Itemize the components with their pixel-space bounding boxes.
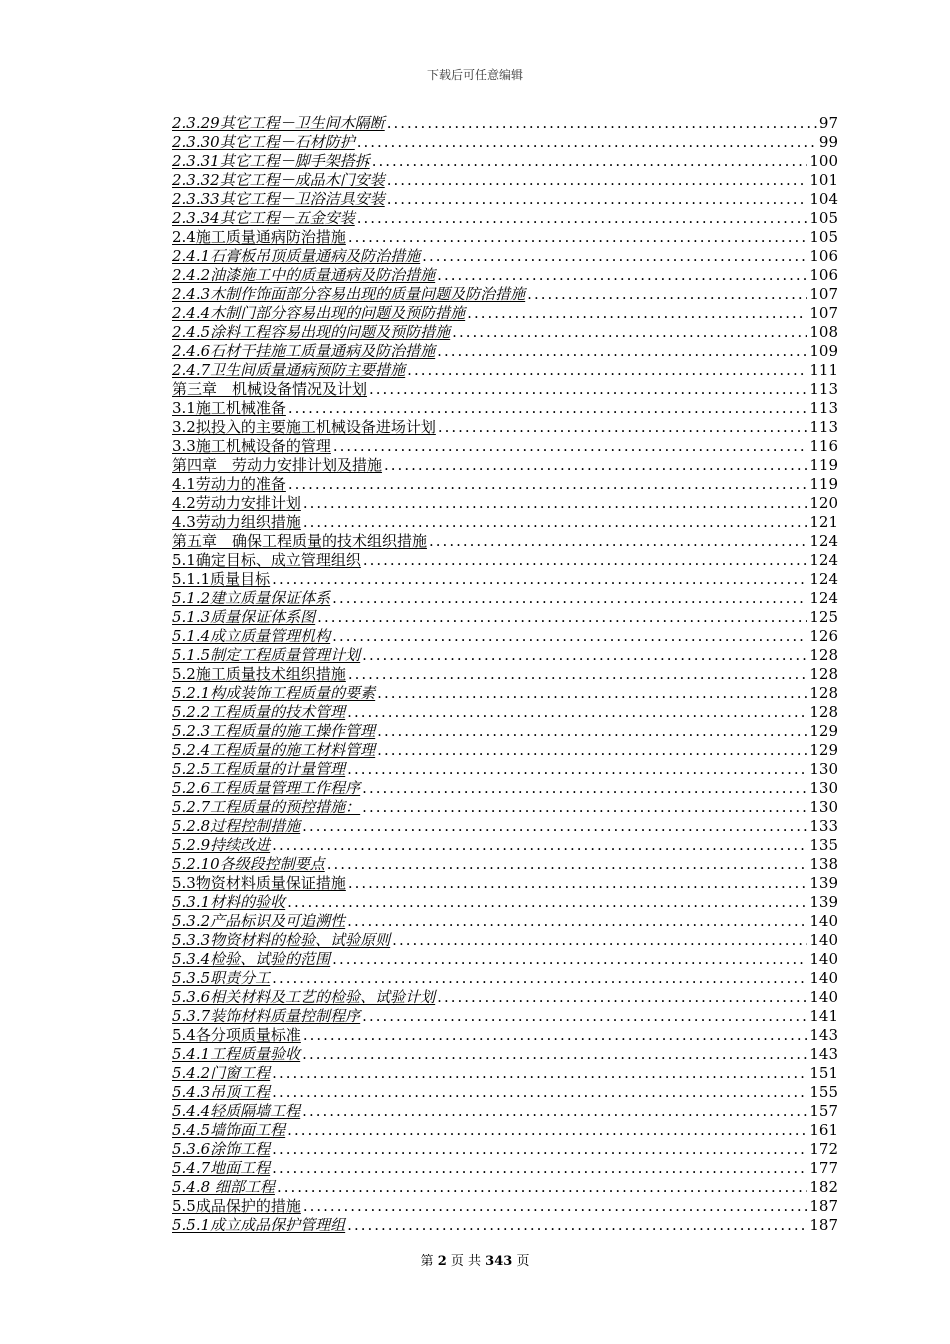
toc-entry-page: 125	[809, 608, 838, 626]
toc-entry[interactable]	[172, 494, 838, 513]
toc-dot-leader	[385, 171, 808, 190]
toc-dot-leader	[270, 1064, 807, 1083]
toc-entry[interactable]	[172, 1159, 838, 1178]
toc-entry-title[interactable]: 2.3.31其它工程－脚手架搭拆	[172, 152, 370, 170]
toc-entry[interactable]	[172, 1064, 838, 1083]
toc-entry-title[interactable]: 2.4.6石材干挂施工质量通病及防治措施	[172, 342, 436, 360]
toc-entry[interactable]	[172, 912, 838, 931]
toc-dot-leader	[315, 608, 807, 627]
toc-entry-title[interactable]: 5.4.7地面工程	[172, 1159, 271, 1177]
footer-prefix: 第	[420, 1254, 434, 1269]
toc-entry-title[interactable]: 2.4.2油漆施工中的质量通病及防治措施	[172, 266, 436, 284]
toc-entry-title[interactable]: 5.1.5制定工程质量管理计划	[172, 646, 361, 664]
toc-entry-title[interactable]: 5.1.3质量保证体系图	[172, 608, 316, 626]
toc-entry[interactable]	[172, 380, 838, 399]
toc-entry-page: 138	[809, 855, 838, 873]
toc-entry-title[interactable]: 5.4.1工程质量验收	[172, 1045, 301, 1063]
toc-entry-page: 106	[809, 247, 838, 265]
toc-dot-leader	[285, 1121, 807, 1140]
toc-dot-leader	[375, 684, 807, 703]
page-footer	[0, 1250, 950, 1269]
toc-entry[interactable]	[172, 779, 838, 798]
toc-entry-page: 104	[809, 190, 838, 208]
toc-dot-leader	[301, 1197, 808, 1216]
toc-entry-page: 107	[809, 304, 838, 322]
toc-entry-title[interactable]: 5.3物资材料质量保证措施	[172, 874, 346, 892]
toc-entry-page: 105	[809, 209, 838, 227]
toc-entry-page: 161	[809, 1121, 838, 1139]
toc-entry-title[interactable]: 5.3.5职责分工	[172, 969, 271, 987]
page-header: 下载后可任意编辑	[426, 68, 523, 82]
toc-entry-page: 139	[809, 893, 838, 911]
toc-entry-title[interactable]: 5.3.3物资材料的检验、试验原则	[172, 931, 391, 949]
toc-dot-leader	[405, 361, 807, 380]
toc-entry[interactable]	[172, 437, 838, 456]
toc-entry-page: 140	[809, 912, 838, 930]
table-of-contents	[172, 114, 838, 1235]
toc-entry-title[interactable]: 2.4.5涂料工程容易出现的问题及预防措施	[172, 323, 451, 341]
toc-entry-title[interactable]: 5.1.4成立质量管理机构	[172, 627, 331, 645]
toc-entry[interactable]	[172, 988, 838, 1007]
toc-entry-page: 111	[809, 361, 838, 379]
toc-entry-page: 128	[809, 684, 838, 702]
toc-entry-title[interactable]: 5.2.6工程质量管理工作程序	[172, 779, 361, 797]
toc-dot-leader	[355, 209, 808, 228]
toc-entry-title[interactable]: 2.4.4木制门部分容易出现的问题及预防措施	[172, 304, 466, 322]
toc-entry-title[interactable]: 5.4.4轻质隔墙工程	[172, 1102, 301, 1120]
toc-entry-title[interactable]: 5.2.5工程质量的计量管理	[172, 760, 346, 778]
toc-entry[interactable]	[172, 418, 838, 437]
toc-entry[interactable]	[172, 855, 838, 874]
toc-entry-title[interactable]: 5.4.5墙饰面工程	[172, 1121, 286, 1139]
toc-entry-page: 126	[809, 627, 838, 645]
toc-entry[interactable]	[172, 133, 838, 152]
toc-dot-leader	[355, 133, 817, 152]
toc-entry[interactable]	[172, 228, 838, 247]
toc-entry-title[interactable]: 5.4.3吊顶工程	[172, 1083, 271, 1101]
toc-entry-title[interactable]: 2.3.30其它工程－石材防护	[172, 133, 355, 151]
toc-entry-title[interactable]: 2.3.34其它工程－五金安装	[172, 209, 355, 227]
toc-entry-title[interactable]: 5.3.6涂饰工程	[172, 1140, 271, 1158]
toc-dot-leader	[285, 893, 807, 912]
toc-dot-leader	[345, 760, 807, 779]
toc-entry-page: 151	[809, 1064, 838, 1082]
toc-entry[interactable]	[172, 741, 838, 760]
toc-dot-leader	[300, 817, 807, 836]
toc-entry-page: 113	[809, 418, 838, 436]
toc-entry-title[interactable]: 5.2.10各级段控制要点	[172, 855, 325, 873]
toc-entry-title[interactable]: 5.2.4工程质量的施工材料管理	[172, 741, 376, 759]
toc-entry[interactable]	[172, 247, 838, 266]
toc-dot-leader	[301, 494, 808, 513]
toc-entry-title[interactable]: 4.2劳动力安排计划	[172, 494, 301, 512]
toc-dot-leader	[345, 703, 807, 722]
toc-entry-page: 130	[809, 760, 838, 778]
footer-middle: 页 共	[450, 1254, 482, 1269]
toc-dot-leader	[360, 646, 807, 665]
toc-entry-title[interactable]: 5.2.7工程质量的预控措施：	[172, 798, 361, 816]
toc-entry[interactable]	[172, 931, 838, 950]
toc-entry-page: 129	[809, 741, 838, 759]
toc-entry-title[interactable]: 4.1劳动力的准备	[172, 475, 286, 493]
toc-dot-leader	[435, 988, 807, 1007]
toc-entry-page: 101	[809, 171, 838, 189]
toc-entry[interactable]	[172, 475, 838, 494]
toc-entry-page: 120	[809, 494, 838, 512]
toc-dot-leader	[325, 855, 808, 874]
toc-entry[interactable]	[172, 1197, 838, 1216]
toc-entry-title[interactable]: 5.2.9持续改进	[172, 836, 271, 854]
toc-entry[interactable]	[172, 1102, 838, 1121]
toc-entry[interactable]	[172, 893, 838, 912]
toc-entry-page: 119	[809, 475, 838, 493]
toc-dot-leader	[330, 627, 807, 646]
footer-suffix: 页	[516, 1254, 530, 1269]
toc-dot-leader	[450, 323, 807, 342]
toc-entry-title[interactable]: 5.2.2工程质量的技术管理	[172, 703, 346, 721]
total-page-count: 343	[485, 1254, 513, 1269]
toc-entry-title[interactable]: 5.3.4检验、试验的范围	[172, 950, 331, 968]
toc-dot-leader	[330, 589, 807, 608]
toc-entry[interactable]	[172, 798, 838, 817]
toc-entry[interactable]	[172, 209, 838, 228]
toc-dot-leader	[346, 665, 808, 684]
toc-entry-title[interactable]: 2.4.1石膏板吊顶质量通病及防治措施	[172, 247, 421, 265]
toc-dot-leader	[300, 1102, 807, 1121]
toc-dot-leader	[270, 1140, 807, 1159]
toc-entry-title[interactable]: 5.5.1成立成品保护管理组	[172, 1216, 346, 1234]
toc-dot-leader	[345, 912, 807, 931]
toc-entry-title[interactable]: 5.3.7装饰材料质量控制程序	[172, 1007, 361, 1025]
toc-dot-leader	[465, 304, 807, 323]
toc-entry-title[interactable]: 第五章 确保工程质量的技术组织措施	[172, 532, 428, 550]
toc-entry-page: 97	[818, 114, 838, 132]
toc-dot-leader	[361, 551, 808, 570]
toc-entry[interactable]	[172, 1178, 838, 1197]
toc-dot-leader	[390, 931, 807, 950]
toc-entry[interactable]	[172, 1140, 838, 1159]
toc-entry-page: 113	[809, 380, 838, 398]
toc-dot-leader	[330, 950, 807, 969]
toc-dot-leader	[382, 456, 807, 475]
toc-entry[interactable]	[172, 950, 838, 969]
current-page-number: 2	[437, 1254, 447, 1269]
toc-entry-page: 128	[809, 646, 838, 664]
toc-entry[interactable]	[172, 589, 838, 608]
toc-entry[interactable]	[172, 361, 838, 380]
toc-entry-title[interactable]: 5.4各分项质量标准	[172, 1026, 301, 1044]
toc-entry[interactable]	[172, 1216, 838, 1235]
toc-entry[interactable]	[172, 760, 838, 779]
toc-entry-page: 182	[809, 1178, 838, 1196]
toc-dot-leader	[270, 969, 807, 988]
toc-dot-leader	[331, 437, 808, 456]
toc-dot-leader	[286, 475, 808, 494]
toc-entry-page: 124	[809, 589, 838, 607]
toc-entry[interactable]	[172, 1026, 838, 1045]
toc-entry[interactable]	[172, 171, 838, 190]
toc-entry-title[interactable]: 3.2拟投入的主要施工机械设备进场计划	[172, 418, 436, 436]
toc-entry-title[interactable]: 2.4.7卫生间质量通病预防主要措施	[172, 361, 406, 379]
toc-entry-page: 140	[809, 988, 838, 1006]
toc-dot-leader	[301, 513, 808, 532]
toc-dot-leader	[367, 380, 807, 399]
toc-entry-page: 106	[809, 266, 838, 284]
toc-entry-page: 108	[809, 323, 838, 341]
toc-entry-page: 139	[809, 874, 838, 892]
toc-dot-leader	[345, 1216, 807, 1235]
toc-entry-title[interactable]: 5.2.8过程控制措施	[172, 817, 301, 835]
toc-entry[interactable]	[172, 722, 838, 741]
toc-entry[interactable]	[172, 684, 838, 703]
toc-dot-leader	[427, 532, 807, 551]
toc-entry[interactable]	[172, 532, 838, 551]
toc-entry[interactable]	[172, 817, 838, 836]
toc-entry-page: 130	[809, 798, 838, 816]
toc-entry-title[interactable]: 2.3.33其它工程－卫浴洁具安装	[172, 190, 385, 208]
toc-entry-page: 119	[809, 456, 838, 474]
toc-dot-leader	[370, 152, 808, 171]
toc-entry[interactable]	[172, 266, 838, 285]
toc-entry-page: 100	[809, 152, 838, 170]
toc-entry[interactable]	[172, 152, 838, 171]
toc-entry-page: 155	[809, 1083, 838, 1101]
toc-entry-title[interactable]: 5.4.8 细部工程	[172, 1178, 275, 1196]
toc-entry-title[interactable]: 3.1施工机械准备	[172, 399, 286, 417]
toc-entry[interactable]	[172, 399, 838, 418]
toc-dot-leader	[301, 1026, 808, 1045]
toc-entry-page: 177	[809, 1159, 838, 1177]
toc-entry-title[interactable]: 5.2.3工程质量的施工操作管理	[172, 722, 376, 740]
toc-entry[interactable]	[172, 323, 838, 342]
toc-entry-title[interactable]: 2.3.29其它工程－卫生间木隔断	[172, 114, 385, 132]
toc-entry-page: 133	[809, 817, 838, 835]
toc-dot-leader	[346, 228, 808, 247]
toc-entry[interactable]	[172, 570, 838, 589]
toc-dot-leader	[300, 1045, 807, 1064]
toc-entry-title[interactable]: 5.1.2建立质量保证体系	[172, 589, 331, 607]
toc-entry[interactable]	[172, 456, 838, 475]
toc-entry[interactable]	[172, 874, 838, 893]
toc-dot-leader	[270, 1083, 807, 1102]
toc-entry-page: 141	[809, 1007, 838, 1025]
toc-entry[interactable]	[172, 608, 838, 627]
toc-entry-title[interactable]: 第三章 机械设备情况及计划	[172, 380, 368, 398]
toc-entry[interactable]	[172, 1083, 838, 1102]
toc-dot-leader	[360, 798, 807, 817]
toc-entry-page: 121	[809, 513, 838, 531]
toc-dot-leader	[275, 1178, 807, 1197]
toc-dot-leader	[436, 418, 808, 437]
toc-entry-title[interactable]: 3.3施工机械设备的管理	[172, 437, 331, 455]
toc-entry-page: 124	[809, 551, 838, 569]
toc-dot-leader	[360, 779, 807, 798]
toc-entry-page: 187	[809, 1216, 838, 1234]
toc-entry-title[interactable]: 5.5成品保护的措施	[172, 1197, 301, 1215]
toc-entry-page: 135	[809, 836, 838, 854]
toc-dot-leader	[435, 342, 807, 361]
toc-entry-title[interactable]: 5.3.2产品标识及可追溯性	[172, 912, 346, 930]
toc-dot-leader	[360, 1007, 807, 1026]
toc-entry-page: 187	[809, 1197, 838, 1215]
toc-entry[interactable]	[172, 1007, 838, 1026]
toc-entry-page: 140	[809, 931, 838, 949]
toc-entry-page: 140	[809, 969, 838, 987]
toc-entry-page: 109	[809, 342, 838, 360]
toc-entry-page: 143	[809, 1045, 838, 1063]
toc-entry-page: 172	[809, 1140, 838, 1158]
toc-entry[interactable]	[172, 969, 838, 988]
toc-entry-title[interactable]: 5.3.1材料的验收	[172, 893, 286, 911]
toc-dot-leader	[385, 114, 817, 133]
toc-entry[interactable]	[172, 190, 838, 209]
toc-entry-title[interactable]: 5.2.1构成装饰工程质量的要素	[172, 684, 376, 702]
toc-entry-page: 116	[809, 437, 838, 455]
toc-entry[interactable]	[172, 304, 838, 323]
toc-entry-title[interactable]: 第四章 劳动力安排计划及措施	[172, 456, 383, 474]
toc-entry[interactable]	[172, 114, 838, 133]
toc-entry[interactable]	[172, 627, 838, 646]
toc-dot-leader	[435, 266, 807, 285]
toc-dot-leader	[525, 285, 807, 304]
toc-entry[interactable]	[172, 665, 838, 684]
toc-entry-page: 99	[818, 133, 838, 151]
toc-dot-leader	[286, 399, 808, 418]
toc-entry[interactable]	[172, 342, 838, 361]
toc-dot-leader	[346, 874, 808, 893]
toc-dot-leader	[270, 570, 807, 589]
toc-entry[interactable]	[172, 703, 838, 722]
toc-entry-page: 143	[809, 1026, 838, 1044]
toc-entry-page: 113	[809, 399, 838, 417]
toc-entry-page: 124	[809, 570, 838, 588]
toc-entry-page: 128	[809, 703, 838, 721]
toc-entry-title[interactable]: 5.3.6相关材料及工艺的检验、试验计划	[172, 988, 436, 1006]
toc-entry[interactable]	[172, 551, 838, 570]
toc-entry-title[interactable]: 2.4施工质量通病防治措施	[172, 228, 346, 246]
toc-dot-leader	[270, 836, 807, 855]
toc-entry-page: 157	[809, 1102, 838, 1120]
toc-entry[interactable]	[172, 285, 838, 304]
toc-dot-leader	[420, 247, 807, 266]
toc-entry[interactable]	[172, 836, 838, 855]
toc-entry[interactable]	[172, 1121, 838, 1140]
toc-entry[interactable]	[172, 1045, 838, 1064]
toc-entry[interactable]	[172, 646, 838, 665]
toc-entry-page: 124	[809, 532, 838, 550]
toc-entry-title[interactable]: 2.4.3木制作饰面部分容易出现的质量问题及防治措施	[172, 285, 526, 303]
toc-entry-title[interactable]: 5.4.2门窗工程	[172, 1064, 271, 1082]
toc-entry-page: 105	[809, 228, 838, 246]
toc-entry-page: 107	[809, 285, 838, 303]
toc-entry-page: 128	[809, 665, 838, 683]
toc-entry-title[interactable]: 4.3劳动力组织措施	[172, 513, 301, 531]
toc-entry[interactable]	[172, 513, 838, 532]
toc-dot-leader	[375, 741, 807, 760]
toc-entry-title[interactable]: 2.3.32其它工程－成品木门安装	[172, 171, 385, 189]
toc-entry-title[interactable]: 5.2施工质量技术组织措施	[172, 665, 346, 683]
toc-entry-page: 129	[809, 722, 838, 740]
toc-dot-leader	[385, 190, 808, 209]
toc-dot-leader	[375, 722, 807, 741]
toc-entry-title[interactable]: 5.1.1质量目标	[172, 570, 271, 588]
toc-entry-page: 140	[809, 950, 838, 968]
toc-dot-leader	[270, 1159, 807, 1178]
toc-entry-page: 130	[809, 779, 838, 797]
toc-entry-title[interactable]: 5.1确定目标、成立管理组织	[172, 551, 361, 569]
